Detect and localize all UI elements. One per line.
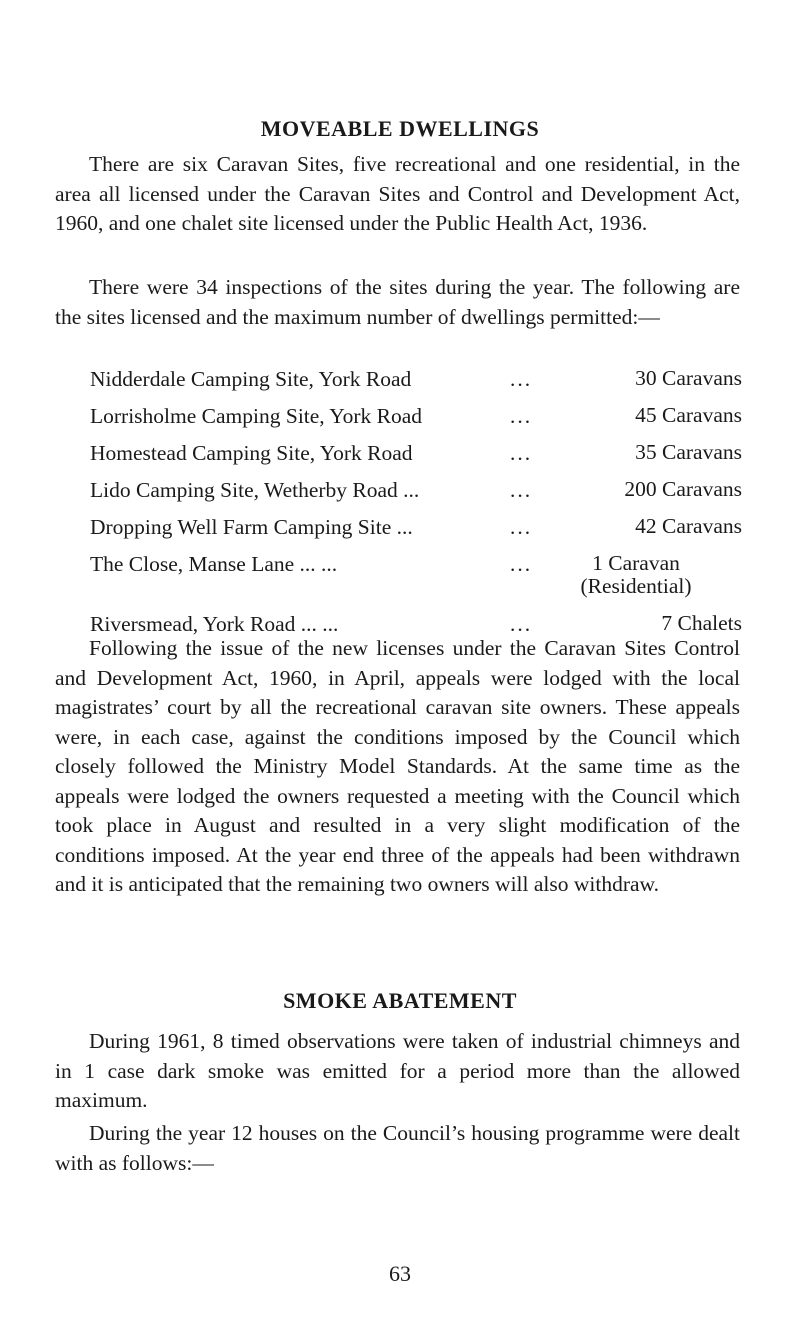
paragraph-caravan-sites: There are six Caravan Sites, five recreational and one residential, in the area all licensed under the Caravan Sites and Control and Development Act, 1960, and one chalet site licensed under the Public Health Act, 1936. bbox=[55, 152, 740, 235]
page-number: 63 bbox=[389, 1261, 411, 1286]
site-row bbox=[90, 515, 745, 552]
site-name: Riversmead, York Road ... ... bbox=[90, 612, 339, 636]
paragraph-appeals: Following the issue of the new licenses under the Caravan Sites Control and Development Act, 1960, in April, appeals were lodged with the local magistrates’ court by all the recreational caravan site owners. These appeals were, in each case, against the conditions imposed by the Council which closely followed the Ministry Model Standards. At the same time as the appeals were lodged the owners requested a meeting with the Council which took place in August and resulted in a very slight modification of the conditions imposed. At the year end three of the appeals had been withdrawn and it is anticipated that the remaining two owners will also withdraw. bbox=[55, 636, 740, 896]
site-leader: ... bbox=[510, 367, 533, 391]
site-leader: ... bbox=[510, 612, 533, 636]
site-leader: ... bbox=[510, 552, 533, 576]
heading-moveable-dwellings: MOVEABLE DWELLINGS bbox=[260, 116, 540, 141]
site-capacity bbox=[530, 552, 742, 598]
site-capacity: 200 Caravans bbox=[624, 477, 742, 501]
site-leader: ... bbox=[510, 404, 533, 428]
site-capacity: 30 Caravans bbox=[635, 366, 742, 390]
site-name: Nidderdale Camping Site, York Road bbox=[90, 367, 412, 391]
site-leader: ... bbox=[510, 478, 533, 502]
site-capacity: 45 Caravans bbox=[635, 403, 742, 427]
heading-smoke-abatement: SMOKE ABATEMENT bbox=[283, 988, 517, 1013]
site-name: Homestead Camping Site, York Road bbox=[90, 441, 413, 465]
site-name: Lido Camping Site, Wetherby Road ... bbox=[90, 478, 420, 502]
site-row bbox=[90, 367, 745, 404]
site-row bbox=[90, 404, 745, 441]
site-leader: ... bbox=[510, 515, 533, 539]
site-row bbox=[90, 478, 745, 515]
paragraph-observations: During 1961, 8 timed observations were taken of industrial chimneys and in 1 case dark smoke was emitted for a period more than the allowed maximum. bbox=[55, 1029, 740, 1112]
site-row bbox=[90, 441, 745, 478]
paragraph-inspections: There were 34 inspections of the sites during the year. The following are the sites licensed and the maximum number of dwellings permitted:— bbox=[55, 275, 740, 329]
site-row bbox=[90, 552, 745, 612]
site-capacity: 35 Caravans bbox=[635, 440, 742, 464]
licensed-sites-list bbox=[90, 367, 745, 649]
site-capacity-count: 1 Caravan bbox=[592, 551, 680, 575]
site-capacity: 42 Caravans bbox=[635, 514, 742, 538]
site-name: Dropping Well Farm Camping Site ... bbox=[90, 515, 413, 539]
site-name: Lorrisholme Camping Site, York Road bbox=[90, 404, 423, 428]
site-capacity: 7 Chalets bbox=[661, 611, 742, 635]
site-name: The Close, Manse Lane ... ... bbox=[90, 552, 338, 576]
paragraph-housing: During the year 12 houses on the Council’s housing programme were dealt with as follows:— bbox=[55, 1121, 740, 1175]
site-capacity-note: (Residential) bbox=[580, 574, 692, 598]
site-leader: ... bbox=[510, 441, 533, 465]
